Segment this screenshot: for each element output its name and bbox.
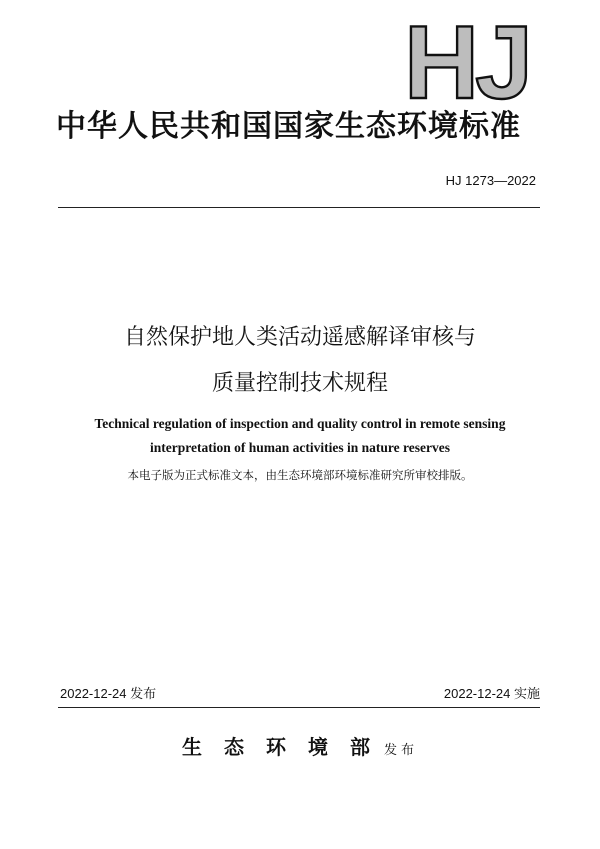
hj-logo-text: HJ	[404, 22, 529, 102]
publisher-name: 生态环境部	[181, 735, 392, 759]
bottom-divider	[58, 707, 540, 708]
standard-number: HJ 1273—2022	[445, 173, 536, 188]
top-divider	[58, 207, 540, 208]
english-title-line-2: interpretation of human activities in nature reserves	[150, 440, 450, 455]
hj-logo-graphic	[404, 22, 540, 102]
hj-logo	[404, 22, 540, 102]
publisher-line	[0, 731, 600, 760]
edition-note: 本电子版为正式标准文本，由生态环境部环境标准研究所审校排版。	[127, 468, 473, 482]
chinese-title-line-2: 质量控制技术规程	[211, 371, 388, 396]
chinese-title-line-1: 自然保护地人类活动遥感解译审核与	[123, 325, 476, 350]
implementation-date: 2022-12-24 实施	[443, 686, 540, 701]
issue-date: 2022-12-24 发布	[60, 686, 157, 701]
issuing-body-title: 中华人民共和国国家生态环境标准	[56, 109, 521, 144]
english-title-line-1: Technical regulation of inspection and quality control in remote sensing	[94, 416, 506, 431]
publisher-suffix: 发布	[383, 743, 418, 758]
